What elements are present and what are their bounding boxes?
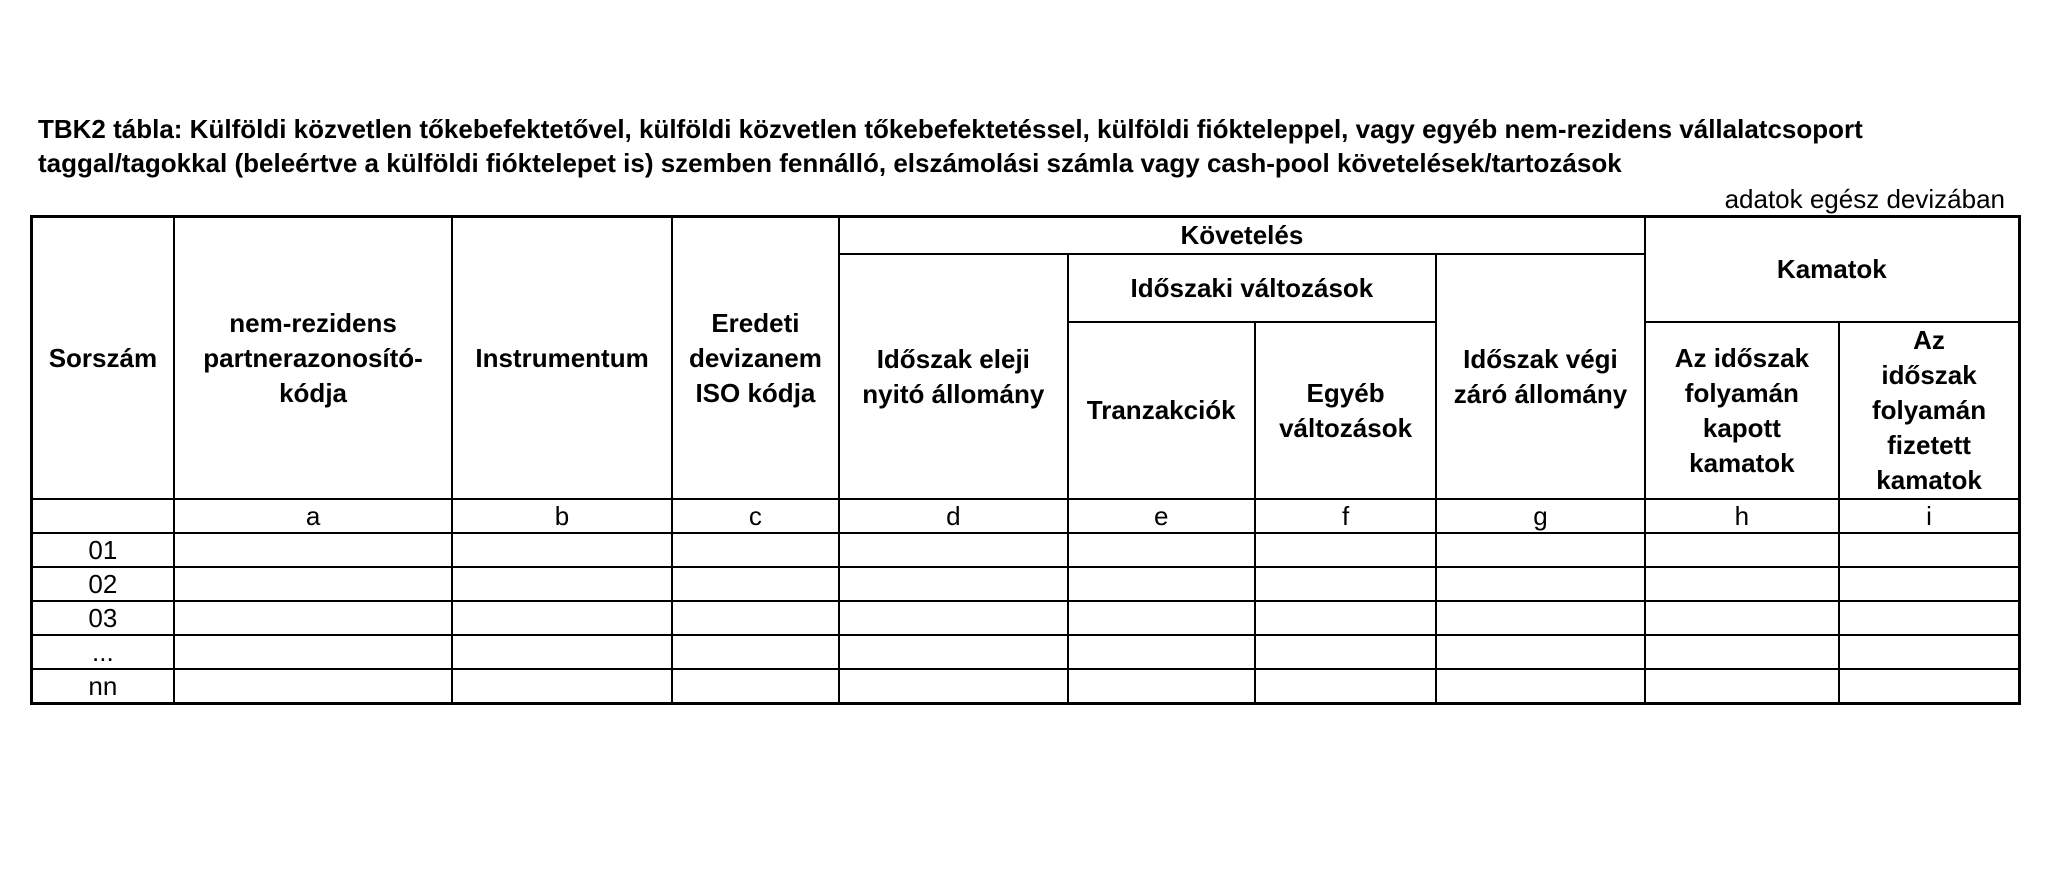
column-code: a (174, 499, 453, 533)
data-cell[interactable] (1436, 567, 1644, 601)
data-cell[interactable] (1068, 533, 1255, 567)
column-code (32, 499, 174, 533)
table-row (32, 567, 2020, 601)
header-tranzakciok: Tranzakciók (1068, 322, 1255, 499)
header-fizetett-kamatok: Az időszak folyamán fizetett kamatok (1839, 322, 2019, 499)
column-code: c (672, 499, 839, 533)
table-row (32, 533, 2020, 567)
data-cell[interactable] (1068, 669, 1255, 704)
header-nyito-allomany: Időszak eleji nyitó állomány (839, 254, 1067, 499)
data-cell[interactable] (1255, 533, 1436, 567)
table-row (32, 669, 2020, 704)
column-code: i (1839, 499, 2019, 533)
header-kapott-kamatok: Az időszak folyamán kapott kamatok (1645, 322, 1839, 499)
data-cell[interactable] (452, 567, 671, 601)
header-instrumentum: Instrumentum (452, 217, 671, 500)
row-number: nn (32, 669, 174, 704)
row-number: ... (32, 635, 174, 669)
row-number: 02 (32, 567, 174, 601)
data-cell[interactable] (672, 669, 839, 704)
data-cell[interactable] (839, 601, 1067, 635)
data-cell[interactable] (452, 635, 671, 669)
row-number: 01 (32, 533, 174, 567)
header-idoszaki-valtozasok: Időszaki változások (1068, 254, 1437, 322)
data-cell[interactable] (1436, 669, 1644, 704)
data-cell[interactable] (174, 533, 453, 567)
data-cell[interactable] (1068, 635, 1255, 669)
data-cell[interactable] (672, 533, 839, 567)
header-koveteles: Követelés (839, 217, 1645, 255)
column-code: f (1255, 499, 1436, 533)
data-cell[interactable] (672, 601, 839, 635)
tbk2-table (30, 215, 2021, 705)
data-cell[interactable] (174, 601, 453, 635)
table-title-line-1: TBK2 tábla: Külföldi közvetlen tőkebefektetővel, külföldi közvetlen tőkebefektetéssel, külföldi fiókteleppel, vagy egyéb nem-rezidens vállalatcsoport (38, 114, 1863, 144)
row-number: 03 (32, 601, 174, 635)
column-code: b (452, 499, 671, 533)
data-cell[interactable] (839, 669, 1067, 704)
header-egyeb-valtozasok: Egyéb változások (1255, 322, 1436, 499)
data-cell[interactable] (1255, 669, 1436, 704)
data-cell[interactable] (174, 669, 453, 704)
column-code: d (839, 499, 1067, 533)
data-cell[interactable] (1068, 567, 1255, 601)
table-row (32, 601, 2020, 635)
data-cell[interactable] (839, 567, 1067, 601)
data-cell[interactable] (174, 635, 453, 669)
table-title (38, 112, 2028, 180)
data-cell[interactable] (1839, 601, 2019, 635)
data-cell[interactable] (1839, 635, 2019, 669)
data-cell[interactable] (1645, 669, 1839, 704)
data-cell[interactable] (1255, 601, 1436, 635)
header-partner-code: nem-rezidens partnerazonosító-kódja (174, 217, 453, 500)
data-cell[interactable] (1645, 533, 1839, 567)
table-title-line-2: taggal/tagokkal (beleértve a külföldi fióktelepet is) szemben fennálló, elszámolási számla vagy cash-pool követelések/tartozások (38, 148, 1622, 178)
data-cell[interactable] (452, 601, 671, 635)
data-cell[interactable] (1436, 533, 1644, 567)
data-cell[interactable] (672, 635, 839, 669)
data-cell[interactable] (1436, 635, 1644, 669)
data-cell[interactable] (1839, 567, 2019, 601)
data-cell[interactable] (1839, 533, 2019, 567)
data-cell[interactable] (839, 635, 1067, 669)
data-cell[interactable] (452, 669, 671, 704)
column-code: h (1645, 499, 1839, 533)
data-cell[interactable] (1255, 567, 1436, 601)
data-cell[interactable] (1839, 669, 2019, 704)
data-cell[interactable] (174, 567, 453, 601)
data-cell[interactable] (839, 533, 1067, 567)
data-cell[interactable] (452, 533, 671, 567)
unit-note: adatok egész devizában (1724, 184, 2005, 214)
data-cell[interactable] (672, 567, 839, 601)
data-cell[interactable] (1645, 567, 1839, 601)
data-cell[interactable] (1645, 601, 1839, 635)
header-sorszam: Sorszám (32, 217, 174, 500)
column-code: e (1068, 499, 1255, 533)
column-code-row (32, 499, 2020, 533)
data-cell[interactable] (1068, 601, 1255, 635)
table-row (32, 635, 2020, 669)
header-zaro-allomany: Időszak végi záró állomány (1436, 254, 1644, 499)
header-iso-code: Eredeti devizanem ISO kódja (672, 217, 839, 500)
data-cell[interactable] (1255, 635, 1436, 669)
column-code: g (1436, 499, 1644, 533)
data-cell[interactable] (1645, 635, 1839, 669)
data-cell[interactable] (1436, 601, 1644, 635)
header-kamatok: Kamatok (1645, 217, 2020, 323)
